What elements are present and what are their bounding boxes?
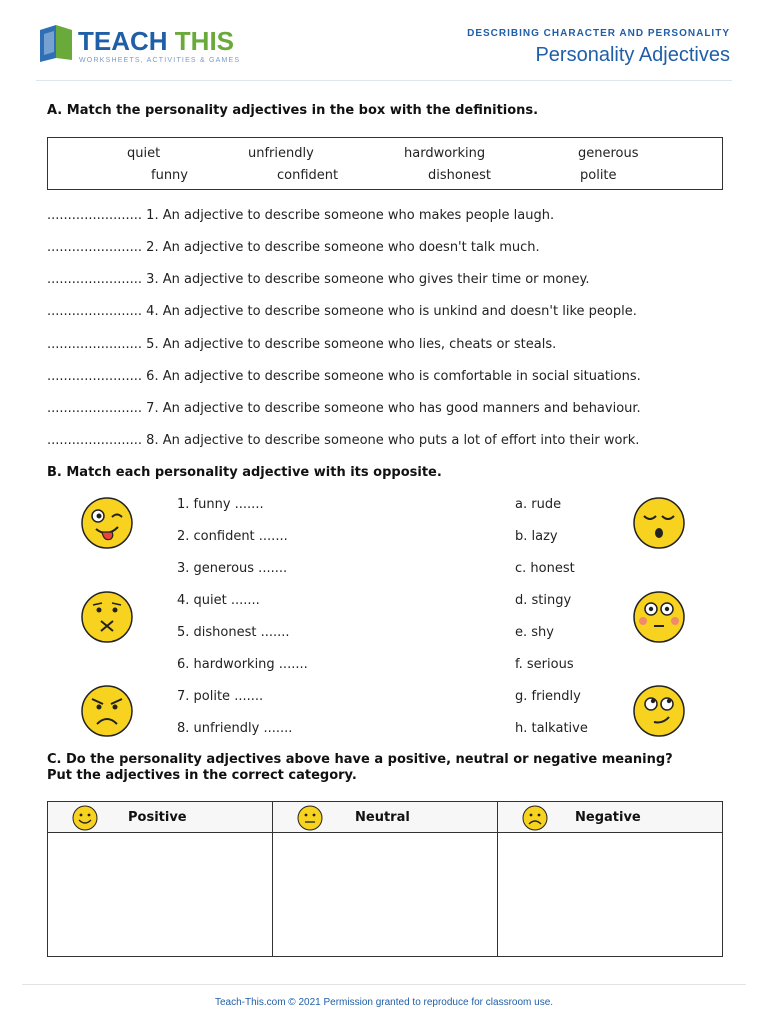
- adjective-item: 5. dishonest .......: [177, 625, 290, 640]
- teach-this-logo: [36, 22, 241, 70]
- definition-line: ....................... 3. An adjective to describe someone who gives their time or money.: [47, 272, 590, 287]
- page-title: Personality Adjectives: [535, 44, 730, 66]
- definition-line: ....................... 5. An adjective to describe someone who lies, cheats or steals.: [47, 337, 557, 352]
- category-label-positive: Positive: [128, 810, 187, 825]
- opposite-item: h. talkative: [515, 721, 588, 736]
- smiling-face-icon: [72, 805, 98, 831]
- category-column-positive[interactable]: [48, 802, 273, 956]
- adjective-item: 1. funny .......: [177, 497, 264, 512]
- section-c-heading: C. Do the personality adjectives above have a positive, neutral or negative meaning?: [47, 752, 673, 767]
- category-column-negative[interactable]: [498, 802, 722, 956]
- section-b-heading: B. Match each personality adjective with its opposite.: [47, 465, 442, 480]
- definition-line: ....................... 4. An adjective to describe someone who is unkind and doesn't like people.: [47, 304, 637, 319]
- footer-divider: [22, 984, 746, 985]
- opposite-item: g. friendly: [515, 689, 581, 704]
- winking-tongue-face-icon: [80, 496, 134, 550]
- definition-line: ....................... 1. An adjective to describe someone who makes people laugh.: [47, 208, 555, 223]
- footer-copyright: Teach-This.com © 2021 Permission granted to reproduce for classroom use.: [214, 997, 554, 1008]
- word-box-item: generous: [578, 146, 639, 161]
- opposite-item: d. stingy: [515, 593, 572, 608]
- definition-line: ....................... 7. An adjective to describe someone who has good manners and behaviour.: [47, 401, 641, 416]
- zipped-mouth-face-icon: [80, 590, 134, 644]
- eye-roll-face-icon: [632, 684, 686, 738]
- book-icon: [36, 22, 76, 62]
- section-c-instruction: Put the adjectives in the correct category.: [47, 768, 357, 783]
- blushing-face-icon: [632, 590, 686, 644]
- logo-text: TEACH THIS: [78, 26, 235, 56]
- opposite-item: e. shy: [515, 625, 554, 640]
- neutral-face-icon: [297, 805, 323, 831]
- category-label-negative: Negative: [575, 810, 641, 825]
- word-box-item: polite: [580, 168, 617, 183]
- adjective-item: 2. confident .......: [177, 529, 288, 544]
- definition-line: ....................... 6. An adjective to describe someone who is comfortable in social situations.: [47, 369, 641, 384]
- category-label-neutral: Neutral: [355, 810, 410, 825]
- adjective-item: 3. generous .......: [177, 561, 288, 576]
- definition-line: ....................... 2. An adjective to describe someone who doesn't talk much.: [47, 240, 540, 255]
- angry-face-icon: [80, 684, 134, 738]
- opposite-item: b. lazy: [515, 529, 558, 544]
- word-box-item: quiet: [127, 146, 161, 161]
- opposite-item: a. rude: [515, 497, 562, 512]
- frowning-face-icon: [522, 805, 548, 831]
- definition-line: ....................... 8. An adjective to describe someone who puts a lot of effort into their work.: [47, 433, 640, 448]
- word-box-item: hardworking: [404, 146, 486, 161]
- word-box-item: dishonest: [428, 168, 491, 183]
- word-box-item: confident: [277, 168, 339, 183]
- sleepy-face-icon: [632, 496, 686, 550]
- word-box-item: funny: [151, 168, 188, 183]
- adjective-item: 4. quiet .......: [177, 593, 260, 608]
- logo-tagline: WORKSHEETS, ACTIVITIES & GAMES: [79, 57, 241, 64]
- section-a-heading: A. Match the personality adjectives in the box with the definitions.: [47, 103, 539, 118]
- adjective-item: 8. unfriendly .......: [177, 721, 293, 736]
- category-column-neutral[interactable]: [273, 802, 498, 956]
- adjective-item: 7. polite .......: [177, 689, 264, 704]
- opposite-item: f. serious: [515, 657, 574, 672]
- word-box: [47, 137, 723, 190]
- adjective-item: 6. hardworking .......: [177, 657, 308, 672]
- opposite-item: c. honest: [515, 561, 575, 576]
- word-box-item: unfriendly: [248, 146, 314, 161]
- header-divider: [36, 80, 732, 81]
- header-kicker: DESCRIBING CHARACTER AND PERSONALITY: [467, 28, 730, 39]
- category-table: [47, 801, 723, 957]
